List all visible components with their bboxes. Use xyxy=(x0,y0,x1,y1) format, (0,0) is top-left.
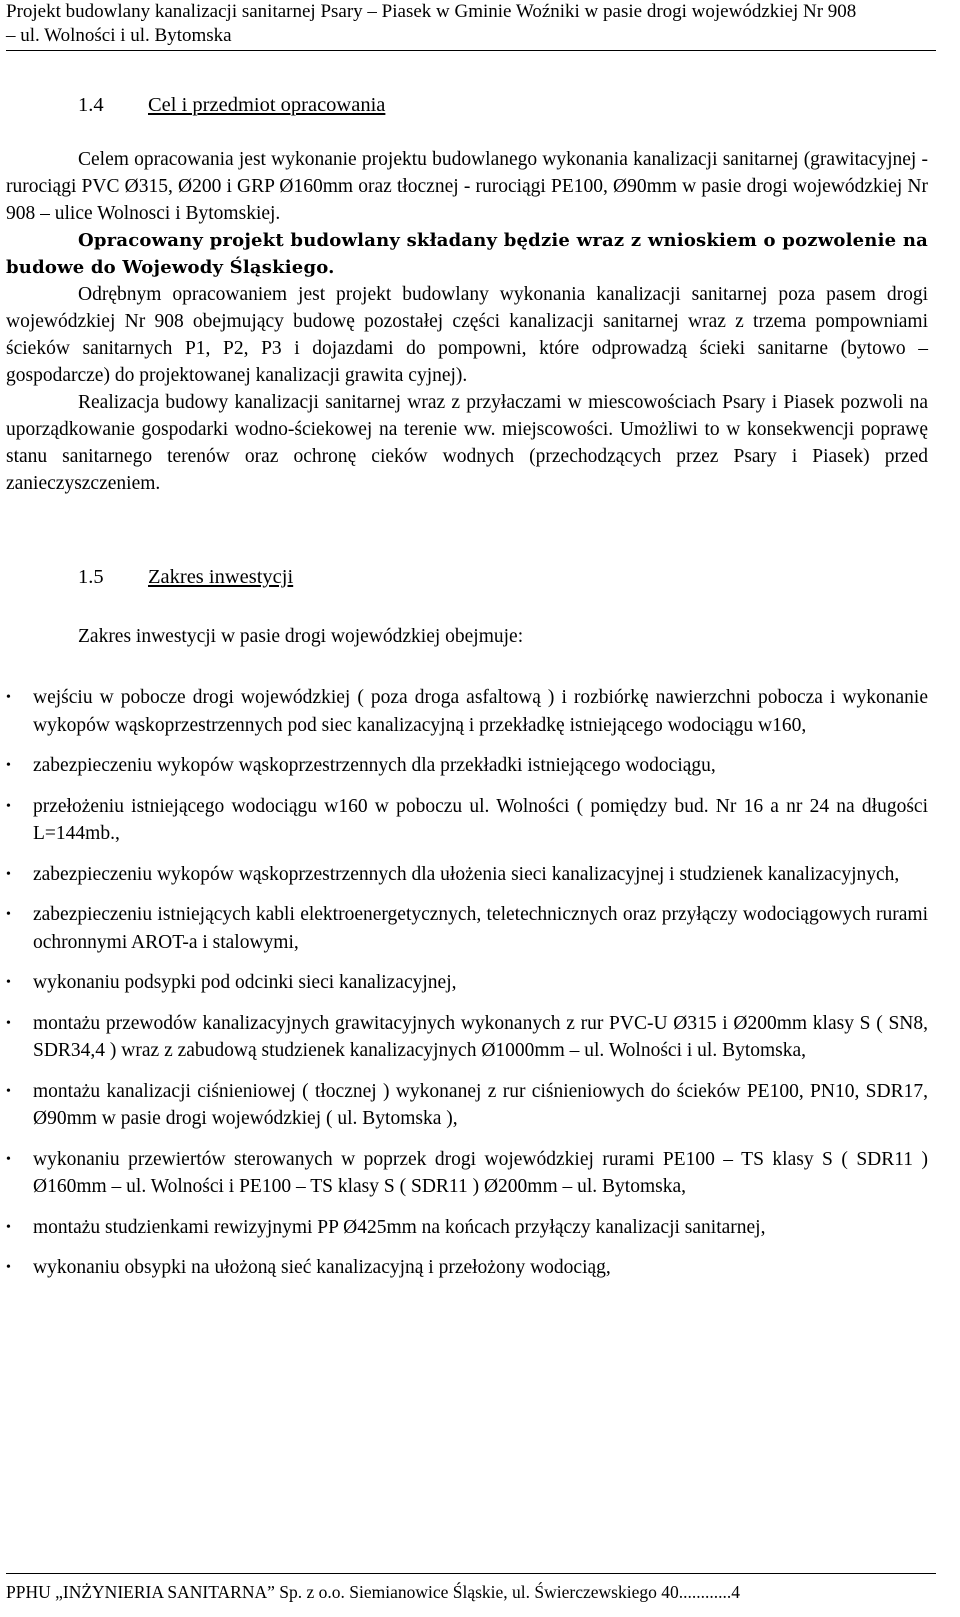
page-footer: PPHU „INŻYNIERIA SANITARNA” Sp. z o.o. Siemianowice Śląskie, ul. Świerczewskiego 40............4 xyxy=(6,1573,936,1603)
paragraph: Celem opracowania jest wykonanie projektu budowlanego wykonania kanalizacji sanitarnej (grawitacyjnej - rurociągi PVC Ø315, Ø200 i GRP Ø160mm oraz tłocznej - rurociągi PE100, Ø90mm w pasie drogi wojewódzkiej Nr 908 – ulice Wolnosci i Bytomskiej. xyxy=(6,149,928,224)
section-heading-1-5 xyxy=(78,566,293,589)
list-item: • montażu studzienkami rewizyjnymi PP Ø425mm na końcach przyłączy kanalizacji sanitarnej, xyxy=(6,1214,928,1242)
list-item: • zabezpieczeniu wykopów wąskoprzestrzennych dla przekładki istniejącego wodociągu, xyxy=(6,752,928,780)
bullet-icon: • xyxy=(6,758,11,773)
list-item: • montażu kanalizacji ciśnieniowej ( tłocznej ) wykonanej z rur ciśnieniowych do ścieków PE100, PN10, SDR17, Ø90mm w pasie drogi wojewódzkiej ( ul. Bytomska ), xyxy=(6,1078,928,1133)
list-item: • zabezpieczeniu istniejących kabli elektroenergetycznych, teletechnicznych oraz przyłączy wodociągowych rurami ochronnymi AROT-a i stalowymi, xyxy=(6,901,928,956)
scope-list xyxy=(6,684,928,1295)
list-item: • przełożeniu istniejącego wodociągu w160 w poboczu ul. Wolności ( pomiędzy bud. Nr 16 a nr 24 na długości L=144mb., xyxy=(6,793,928,848)
bullet-icon: • xyxy=(6,690,11,705)
bullet-icon: • xyxy=(6,1083,11,1099)
header-line-1: Projekt budowlany kanalizacji sanitarnej Psary – Piasek w Gminie Woźniki w pasie drogi wojewódzkiej Nr 908 xyxy=(6,1,857,22)
section-heading-1-4 xyxy=(78,94,385,117)
bullet-icon: • xyxy=(6,1015,11,1031)
bullet-icon: • xyxy=(6,1219,11,1235)
bullet-icon: • xyxy=(6,1151,11,1167)
bullet-icon: • xyxy=(6,975,11,990)
section-title: Cel i przedmiot opracowania xyxy=(148,94,386,116)
bullet-icon: • xyxy=(6,1260,11,1275)
bullet-icon: • xyxy=(6,866,11,882)
list-item: • wejściu w pobocze drogi wojewódzkiej ( poza droga asfaltową ) i rozbiórkę nawierzchni pobocza i wykonanie wykopów wąskoprzestrzennych pod siec kanalizacyjną i przekładkę istniejącego wodociągu w160, xyxy=(6,684,928,739)
section-title: Zakres inwestycji xyxy=(148,566,294,588)
page-header xyxy=(6,0,936,51)
bullet-icon: • xyxy=(6,798,11,814)
list-item: • wykonaniu obsypki na ułożoną sieć kanalizacyjną i przełożony wodociąg, xyxy=(6,1254,928,1282)
bullet-icon: • xyxy=(6,907,11,922)
list-item: • zabezpieczeniu wykopów wąskoprzestrzennych dla ułożenia sieci kanalizacyjnej i studzienek kanalizacyjnych, xyxy=(6,861,928,889)
list-item: • wykonaniu podsypki pod odcinki sieci kanalizacyjnej, xyxy=(6,969,928,997)
section-number: 1.5 xyxy=(78,566,104,588)
section-intro: Zakres inwestycji w pasie drogi wojewódzkiej obejmuje: xyxy=(78,626,524,647)
section-number: 1.4 xyxy=(78,94,104,116)
section-1-4-body xyxy=(6,146,928,497)
header-line-2: – ul. Wolności i ul. Bytomska xyxy=(6,25,232,46)
paragraph: Odrębnym opracowaniem jest projekt budowlany wykonania kanalizacji sanitarnej poza pasem drogi wojewódzkiej Nr 908 obejmujący budowę pozostałej części kanalizacji sanitarnej wraz z trzema pompowniami ścieków sanitarnych P1, P2, P3 i dojazdami do pompowni, które odprowadzą ścieki sanitarne (bytowo – gospodarcze) do projektowanej kanalizacji grawita cyjnej). xyxy=(6,284,928,386)
list-item: • montażu przewodów kanalizacyjnych grawitacyjnych wykonanych z rur PVC-U Ø315 i Ø200mm klasy S ( SN8, SDR34,4 ) wraz z zabudową studzienek kanalizacyjnych Ø1000mm – ul. Wolności i ul. Bytomska, xyxy=(6,1010,928,1065)
list-item: • wykonaniu przewiertów sterowanych w poprzek drogi wojewódzkiej rurami PE100 – TS klasy S ( SDR11 ) Ø160mm – ul. Wolności i PE100 – TS klasy S ( SDR11 ) Ø200mm – ul. Bytomska, xyxy=(6,1146,928,1201)
paragraph: Realizacja budowy kanalizacji sanitarnej wraz z przyłaczami w miescowościach Psary i Piasek pozwoli na uporządkowanie gospodarki wodno-ściekowej na terenie ww. miejscowości. Umożliwi to w konsekwencji poprawę stanu sanitarnego terenów oraz ochronę cieków wodnych (przechodzących przez Psary i Piasek) przed zanieczyszczeniem. xyxy=(6,392,928,494)
paragraph-bold: Opracowany projekt budowlany składany będzie wraz z wnioskiem o pozwolenie na budowe do Wojewody Śląskiego. xyxy=(6,230,928,278)
